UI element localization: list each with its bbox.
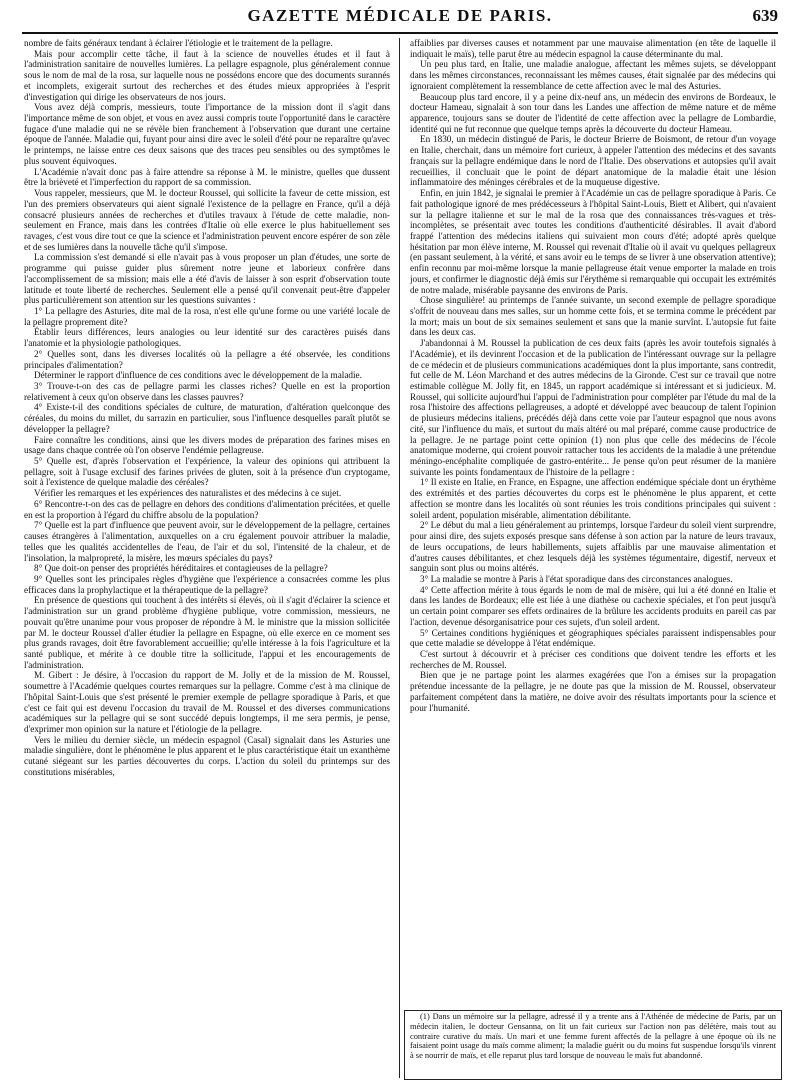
paragraph: 3° La maladie se montre à Paris à l'état sporadique dans des circonstances analogues. (420, 573, 733, 584)
paragraph: 3° Trouve-t-on des cas de pellagre parmi les classes riches? Quelle en est la proportion relativement à ceux qu'on observe dans les classes pauvres? (24, 381, 390, 402)
paragraph: Mais pour accomplir cette tâche, il faut à la science de nouvelles études et il faut à l'administration sanitaire de nouvelles lumières. La pellagre espagnole, plus généralement connue sous le nom de mal de la rosa, sur laquelle nous ne possédons encore que des documents surannés et incomplets, exigerait surtout des recherches et des études mieux appropriées à l'esprit d'investigation qui dirige les observateurs de nos jours. (24, 48, 390, 102)
paragraph: 2° Quelles sont, dans les diverses localités où la pellagre a été observée, les conditions principales d'alimentation? (24, 348, 390, 370)
page-number: 639 (752, 6, 778, 25)
column-divider (399, 38, 400, 1078)
paragraph: Vérifier les remarques et les expériences des naturalistes et des médecins à ce sujet. (34, 488, 342, 499)
paragraph: Vous rappeler, messieurs, que M. le docteur Roussel, qui sollicite la faveur de cette mission, est l'un des premiers observateurs qui aient signalé l'existence de la pellagre en France, qu'il a déjà consacré plusieurs années de recherches et d'utiles travaux à l'étude de cette maladie, non-seulement en France, mais dans les contrées d'Italie où elle exerce le plus habituellement ses ravages, c'est vous dire tout ce que la science et l'administration peuvent encore espérer de son zèle et de ses lumières dans la nouvelle tâche qu'il s'impose. (24, 188, 390, 252)
paragraph: 4° Cette affection mérite à tous égards le nom de mal de misère, qui lui a été donné en Italie et dans les landes de Bordeaux; elle est liée à une diathèse ou cachexie spéciales, et l'on peut jusqu'à un certain point comparer ses effets ordinaires de la brûlure les accidents produits en pareil cas par l'action, devenue désorganisatrice pour ces sujets, d'un soleil ardent. (410, 584, 776, 627)
paragraph: C'est surtout à découvrir et à préciser ces conditions que doivent tendre les efforts et les recherches de M. Roussel. (410, 648, 776, 670)
paragraph: 6° Rencontre-t-on des cas de pellagre en dehors des conditions d'alimentation précitées, et quelle en est la proportion à l'égard du chiffre absolu de la population? (24, 498, 390, 520)
paragraph: affaiblies par diverses causes et notamment par une mauvaise alimentation (en tête de laquelle il indiquait le maïs), telle parut être au médecin espagnol la cause déterminante du mal. (410, 38, 776, 59)
paragraph: 8° Que doit-on penser des propriétés héréditaires et contagieuses de la pellagre? (34, 563, 328, 574)
paragraph: 5° Quelle est, d'après l'observation et l'expérience, la valeur des opinions qui attribuent la pellagre, soit à l'usage exclusif des farines privées de gluten, soit à la présence d'un cryptogame, soit à l'existence de quelque maladie des céréales? (24, 456, 390, 488)
right-column (410, 38, 776, 1080)
paragraph: Vous avez déjà compris, messieurs, toute l'importance de la mission dont il s'agit dans l'importance même de son objet, et vous en avez aussi compris toute l'opportunité dans le caractère fugace d'une maladie qui ne se révèle bien franchement à l'observation que durant une certaine époque de l'année. Maladie qui, fuyant pour ainsi dire avec le soleil d'été pour ne reparaître qu'avec le printemps, ne laisse entre ces deux saisons que des traces peu sensibles ou des symptômes le plus souvent équivoques. (24, 102, 390, 166)
paragraph: nombre de faits généraux tendant à éclairer l'étiologie et le traitement de la pellagre. (24, 38, 333, 48)
paragraph: Vers le milieu du dernier siècle, un médecin espagnol (Casal) signalait dans les Asturies une maladie singulière, dont le phénomène le plus apparent et le plus caractéristique était un exanthème cutané siégeant sur les parties découvertes du corps. L'action du soleil du printemps sur des constitutions misérables, (24, 734, 390, 777)
paragraph: Bien que je ne partage point les alarmes exagérées que l'on a émises sur la propagation prétendue incessante de la pellagre, je ne doute pas que la mission de M. Roussel, observateur parfaitement compétent dans la matière, ne doive avoir des résultats importants pour la science et pour l'humanité. (410, 670, 776, 713)
paragraph: Un peu plus tard, en Italie, une maladie analogue, affectant les mêmes sujets, se développant dans les mêmes circonstances, reconnaissant les mêmes causes, était signalée par des médecins qui ignoraient complètement la ressemblance de cette affection avec le mal des Asturies. (410, 59, 776, 91)
journal-title: GAZETTE MÉDICALE DE PARIS. (247, 6, 553, 25)
paragraph: 7° Quelle est la part d'influence que peuvent avoir, sur le développement de la pellagre, certaines causes étrangères à l'alimentation, auxquelles on a cru également pouvoir attribuer la maladie, telles que les qualités accidentelles de l'eau, de l'air et du sol, l'intensité de la chaleur, et de l'insolation, la malpropreté, la misère, les mœurs spéciales du pays? (24, 520, 390, 563)
paragraph: Chose singulière! au printemps de l'année suivante, un second exemple de pellagre sporadique s'offrit de nouveau dans mes salles, sur un homme cette fois, et se termina comme le précédent par la mort; mais un bout de six semaines seulement et sans que la manie survînt. L'autopsie fut faite dans les deux cas. (410, 295, 776, 338)
paragraph: En présence de questions qui touchent à des intérêts si élevés, où il s'agit d'éclairer la science et l'administration sur un grand problème d'hygiène publique, votre commission, messieurs, ne pouvait qu'être unanime pour vous proposer de répondre à M. le ministre que la mission sollicitée par M. le docteur Roussel d'aller étudier la pellagre en Espagne, où elle exerce en ce moment ses plus grands ravages, doit être favorablement accueillie; qu'elle intéresse à la fois l'agriculture et la santé publique, et mérite à ce double titre la sollicitude, l'appui et les encouragements de l'administration. (24, 595, 390, 670)
paragraph: 4° Existe-t-il des conditions spéciales de culture, de maturation, d'altération quelconque des céréales, du moins du millet, du sarrazin en particulier, sous l'influence desquelles paraît plutôt se développer la pellagre? (24, 402, 390, 434)
footnote-text: (1) Dans un mémoire sur la pellagre, adressé il y a trente ans à l'Athénée de médecine de Paris, par un médecin italien, le docteur Gensanna, on lit un fait curieux sur l'action non pas délétère, mais tout au contraire curative du maïs. Un mari et une femme furent affectés de la pellagre à une époque où ils ne faisaient point usage du maïs comme aliment; la maladie guérit ou du moins fut suspendue lorsqu'ils vinrent à se nourrir de maïs, et elle reparut plus tard lorsque de nouveau le maïs fut abandonné. (410, 1012, 776, 1061)
left-column (24, 38, 390, 1080)
paragraph: L'Académie n'avait donc pas à faire attendre sa réponse à M. le ministre, quelles que dussent être la brièveté et l'imperfection du rapport de sa commission. (24, 166, 390, 188)
paragraph: 5° Certaines conditions hygiéniques et géographiques spéciales paraissent indispensables pour que cette maladie se développe à l'état endémique. (410, 627, 776, 649)
footnote (410, 1012, 776, 1078)
paragraph: Déterminer le rapport d'influence de ces conditions avec le développement de la maladie. (34, 370, 362, 381)
paragraph: Enfin, en juin 1842, je signalai le premier à l'Académie un cas de pellagre sporadique à Paris. Ce fait pathologique ignoré de mes prédécesseurs à l'hôpital Saint-Louis, Biett et Alibert, qui n'avaient sur la pellagre italienne et sur le mal de la rosa que des connaissances très-vagues et très-incomplètes, se présentait avec toutes les conditions d'authenticité désirables. Il avait d'abord frappé l'attention des médecins italiens qui suivaient mon cours d'été; adopté après quelque hésitation par mon élève interne, M. Roussel qui revenait d'Italie où il avait vu quelques pellagreux (en passant seulement, à la vérité, et sans avoir eu le temps de se livrer à une observation attentive); enfin reconnu par moi-même lorsque la manie pellagreuse était venue emporter la malade en trois jours, et confirmer le diagnostic déjà émis sur l'érythème si remarquable qui occupait les extrémités de notre malade, misérable paysanne des environs de Paris. (410, 188, 776, 295)
paragraph: En 1830, un médecin distingué de Paris, le docteur Brierre de Boismont, de retour d'un voyage en Italie, cherchait, dans un mémoire fort curieux, à appeler l'attention des médecins et des savants français sur la pellagre endémique dans le nord de l'Italie. Des observations et autopsies qu'il avait recueillies, il concluait que le point de départ anatomique de la maladie était une lésion inflammatoire des méninges cérébrales et de la muqueuse digestive. (410, 134, 776, 188)
paragraph: Beaucoup plus tard encore, il y a peine dix-neuf ans, un médecin des environs de Bordeaux, le docteur Hameau, signalait à son tour dans les Landes une affection de même nature et de même apparence, toujours sans se douter de l'identité de cette affection avec la pellagre de Lombardie, identité qui ne fut reconnue que quelque temps après la découverte du docteur Hameau. (410, 91, 776, 134)
paragraph: 9° Quelles sont les principales règles d'hygiène que l'expérience a consacrées comme les plus efficaces dans la prophylactique et la thérapeutique de la pellagre? (24, 573, 390, 595)
paragraph: M. Gibert : Je désire, à l'occasion du rapport de M. Jolly et de la mission de M. Roussel, soumettre à l'Académie quelques courtes remarques sur la pellagre. Comme c'est à ma clinique de l'hôpital Saint-Louis que s'est présenté le premier exemple de pellagre sporadique à Paris, et que c'est ce fait qui est devenu l'occasion du travail de M. Roussel et des diverses communications académiques sur la pellagre qui se sont succédé depuis longtemps, il me sera permis, je pense, d'exprimer mon opinion sur la nature et l'étiologie de la pellagre. (24, 670, 390, 734)
paragraph: La commission s'est demandé si elle n'avait pas à vous proposer un plan d'études, une sorte de programme qui puisse guider plus sûrement notre jeune et laborieux confrère dans l'accomplissement de sa mission; mais elle a été d'avis de laisser à son esprit d'observation toute latitude et toute liberté de recherches. Seulement elle a pensé qu'il convenait peut-être d'appeler plus particulièrement son attention sur les questions suivantes : (24, 252, 390, 306)
paragraph: 2° Le début du mal a lieu généralement au printemps, lorsque l'ardeur du soleil vient surprendre, pour ainsi dire, des sujets exposés presque sans défense à son action par la nature de leurs travaux, de leurs occupations, de leurs habillements, sujets affaiblis par une mauvaise alimentation et d'autres causes débilitantes, et chez lesquels déjà les systèmes tégumentaire, digestif, nerveux et sanguin sont plus ou moins altérés. (410, 520, 776, 574)
paragraph: Faire connaître les conditions, ainsi que les divers modes de préparation des farines mises en usage dans chaque contrée où l'on observe l'endémie pellagreuse. (24, 434, 390, 456)
paragraph: J'abandonnai à M. Roussel la publication de ces deux faits (après les avoir toutefois signalés à l'Académie), et ils devinrent l'occasion et de la publication de l'intéressant ouvrage sur la pellagre de ce médecin et de plusieurs communications académiques dont la plus importante, sans contredit, fut celle de M. Léon Marchand et des autres médecins de la Gironde. C'est sur ce travail que notre estimable collègue M. Jolly fit, en 1845, un rapport académique si intéressant et si judicieux. M. Roussel, qui sollicite aujourd'hui l'appui de l'administration pour compléter par l'étude du mal de la rosa l'histoire des affections pellagreuses, a adopté et développé avec beaucoup de talent l'opinion de plusieurs médecins italiens, précédés déjà dans cette voie par l'auteur espagnol que nous avons cité, sur l'influence du maïs, et surtout du maïs altéré ou mal préparé, comme cause productrice de la pellagre. Je ne partage point cette opinion (1) non plus que celle des médecins de l'école anatomique moderne, qui croient pouvoir rattacher tous les accidents de la maladie à une prétendue méningo-encéphalite compliquée de gastro-entérite... Je pense qu'on peut résumer de la manière suivante les points fondamentaux de l'histoire de la pellagre : (410, 338, 776, 477)
paragraph: 1° Il existe en Italie, en France, en Espagne, une affection endémique spéciale dont un érythème des extrémités et des parties découvertes du corps est le phénomène le plus apparent, et cette affection se montre dans les localités où sont réunies les trois conditions principales qui suivent : soleil ardent, population misérable, alimentation débilitante. (410, 477, 776, 520)
page-header (22, 6, 778, 34)
paragraph: 1° La pellagre des Asturies, dite mal de la rosa, n'est elle qu'une forme ou une variété locale de la pellagre proprement dite? (24, 305, 390, 327)
paragraph: Établir leurs différences, leurs analogies ou leur identité sur des caractères puisés dans l'anatomie et la physiologie pathologiques. (24, 327, 390, 349)
